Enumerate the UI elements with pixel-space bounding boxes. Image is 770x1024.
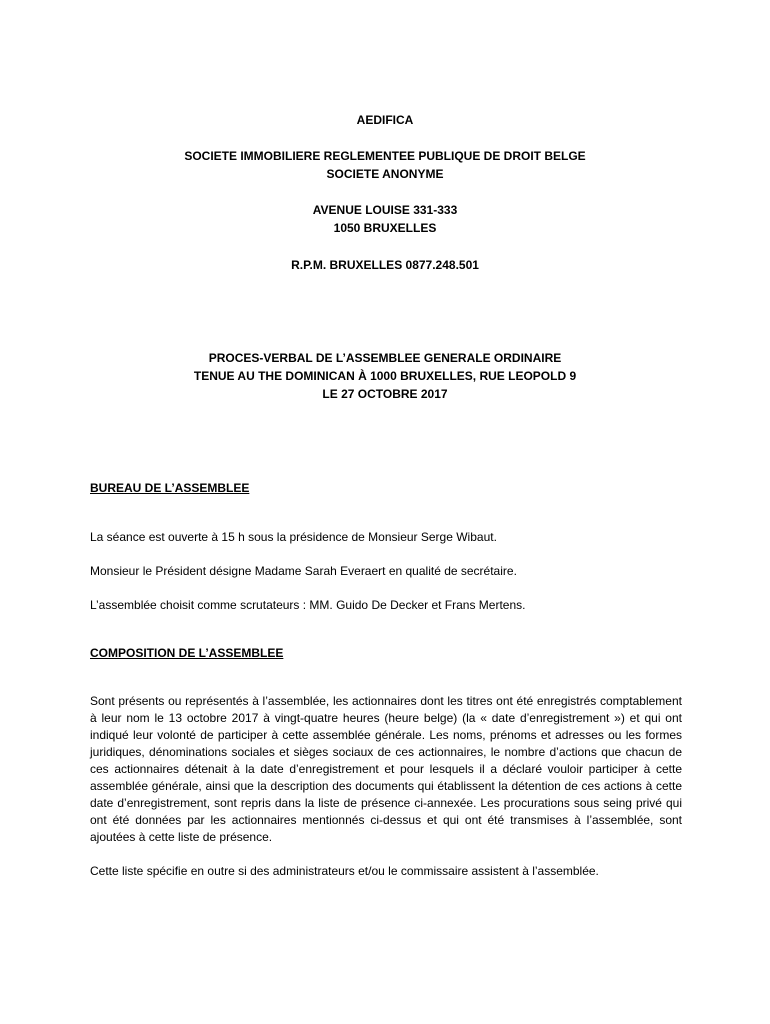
company-registry <box>0 256 770 274</box>
registry-number: R.P.M. BRUXELLES 0877.248.501 <box>291 258 479 272</box>
company-name: AEDIFICA <box>356 113 414 127</box>
composition-paragraph-2: Cette liste spécifie en outre si des administrateurs et/ou le commissaire assistent à l’assemblée. <box>90 864 599 878</box>
company-address <box>0 201 770 237</box>
company-type <box>0 147 770 183</box>
company-type-line1: SOCIETE IMMOBILIERE REGLEMENTEE PUBLIQUE DE DROIT BELGE <box>184 149 586 163</box>
document-title <box>0 349 770 403</box>
bureau-heading: BUREAU DE L’ASSEMBLEE <box>90 481 250 495</box>
company-type-line2: SOCIETE ANONYME <box>326 167 444 181</box>
composition-paragraph-1: Sont présents ou représentés à l’assemblée, les actionnaires dont les titres ont été enregistrés comptablement à leur nom le 13 octobre 2017 à vingt-quatre heures (heure belge) (la « date d’enregistrement ») et qui ont indiqué leur volonté de participer à cette assemblée générale. Les noms, prénoms et adresses ou les formes juridiques, dénominations sociales et sièges sociaux de ces actionnaires, le nombre d’actions que chacun de ces actionnaires détenait à la date d’enregistrement et pour lesquels il a déclaré vouloir participer à cette assemblée générale, ainsi que la description des documents qui établissent la détention de ces actions à cette date d’enregistrement, sont repris dans la liste de présence ci-annexée. Les procurations sous seing privé qui ont été données par les actionnaires mentionnés ci-dessus et qui ont été transmises à l’assemblée, sont ajoutées à cette liste de présence. <box>90 694 682 844</box>
title-line2: TENUE AU THE DOMINICAN À 1000 BRUXELLES, RUE LEOPOLD 9 <box>193 369 577 383</box>
address-line2: 1050 BRUXELLES <box>333 221 437 235</box>
title-line1: PROCES-VERBAL DE L’ASSEMBLEE GENERALE ORDINAIRE <box>208 351 562 365</box>
composition-heading: COMPOSITION DE L’ASSEMBLEE <box>90 646 284 660</box>
company-header <box>0 111 770 129</box>
bureau-paragraph-3: L’assemblée choisit comme scrutateurs : MM. Guido De Decker et Frans Mertens. <box>90 598 526 612</box>
title-line3: LE 27 OCTOBRE 2017 <box>322 387 448 401</box>
address-line1: AVENUE LOUISE 331-333 <box>312 203 458 217</box>
bureau-paragraph-2: Monsieur le Président désigne Madame Sarah Everaert en qualité de secrétaire. <box>90 564 517 578</box>
bureau-paragraph-1: La séance est ouverte à 15 h sous la présidence de Monsieur Serge Wibaut. <box>90 530 497 544</box>
